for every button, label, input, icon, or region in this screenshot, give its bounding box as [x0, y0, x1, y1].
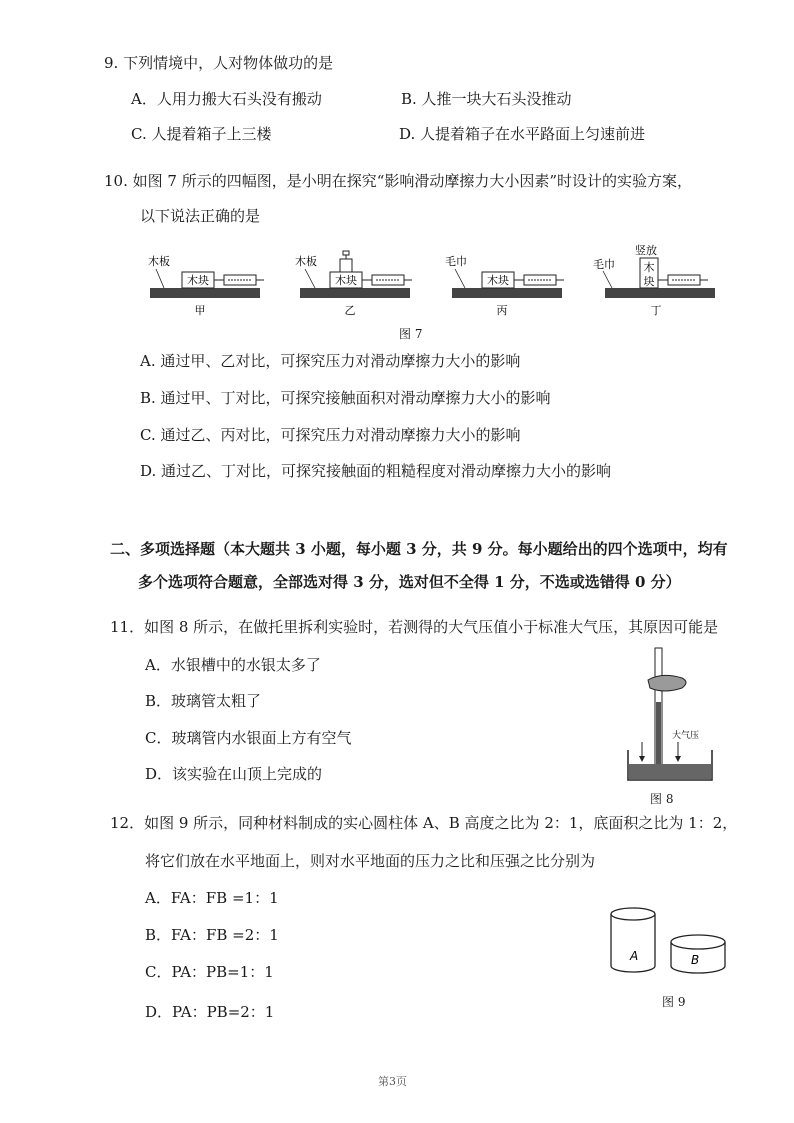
fig7-bing-towel-label: 毛巾 [445, 255, 467, 268]
fig7-setup-yi [295, 251, 412, 317]
fig7-name-yi: 乙 [344, 304, 356, 317]
q11-option-d: D．该实验在山顶上完成的 [145, 765, 323, 783]
section2-header-line2: 多个选项符合题意，全部选对得 3 分，选对但不全得 1 分，不选或选错得 0 分） [138, 573, 681, 591]
figure-8 [620, 642, 720, 784]
q12-stem-line1: 12．如图 9 所示，同种材料制成的实心圆柱体 A、B 高度之比为 2：1，底面积之比为 1：2， [110, 814, 738, 832]
q10-option-c: C. 通过乙、丙对比，可探究压力对滑动摩擦力大小的影响 [140, 426, 521, 444]
q10-stem-line1: 10. 如图 7 所示的四幅图，是小明在探究“影响滑动摩擦力大小因素”时设计的实验方案， [104, 172, 693, 190]
q10-option-a: A. 通过甲、乙对比，可探究压力对滑动摩擦力大小的影响 [140, 352, 521, 370]
section2-header-line1: 二、多项选择题（本大题共 3 小题，每小题 3 分，共 9 分。每小题给出的四个选项中，均有 [110, 540, 728, 558]
fig7-name-bing: 丙 [496, 304, 508, 317]
fig7-name-ding: 丁 [650, 304, 662, 317]
q12-option-d: D．PA：PB=2：1 [145, 1003, 275, 1021]
fig7-bing-block-label: 木块 [487, 274, 509, 287]
q9-stem: 9. 下列情境中，人对物体做功的是 [104, 54, 334, 72]
figure-7 [140, 240, 720, 320]
figure-9 [603, 900, 733, 982]
fig7-ding-towel-label: 毛巾 [593, 258, 615, 271]
q11-option-b: B．玻璃管太粗了 [145, 692, 262, 710]
q11-stem: 11．如图 8 所示，在做托里拆利实验时，若测得的大气压值小于标准大气压，其原因可能是 [110, 618, 719, 636]
fig8-caption: 图 8 [650, 792, 674, 806]
q11-option-a: A．水银槽中的水银太多了 [145, 656, 321, 674]
fig7-jia-board-label: 木板 [148, 255, 170, 268]
page-number: 第3页 [378, 1075, 407, 1088]
cylinder-a [611, 908, 655, 972]
fig7-setup-bing [445, 254, 564, 317]
q10-option-d: D. 通过乙、丁对比，可探究接触面的粗糙程度对滑动摩擦力大小的影响 [140, 462, 612, 480]
fig7-setup-ding [593, 243, 715, 317]
fig9-label-b: B [691, 953, 700, 967]
fig7-yi-block-label: 木块 [335, 274, 357, 287]
fig7-caption: 图 7 [399, 327, 423, 341]
q12-option-c: C．PA：PB=1：1 [145, 963, 274, 981]
cylinder-b [671, 935, 725, 973]
hand-icon [648, 675, 686, 691]
fig7-yi-board-label: 木板 [295, 255, 317, 268]
fig7-jia-block-label: 木块 [187, 274, 209, 287]
q10-stem-line2: 以下说法正确的是 [140, 207, 261, 225]
fig7-ding-block-char1: 木 [643, 261, 655, 274]
q9-option-c: C. 人提着箱子上三楼 [131, 125, 272, 143]
q12-stem-line2: 将它们放在水平地面上，则对水平地面的压力之比和压强之比分别为 [145, 852, 596, 870]
q9-option-b: B. 人推一块大石头没推动 [401, 90, 572, 108]
q9-option-d: D. 人提着箱子在水平路面上匀速前进 [399, 125, 646, 143]
q9-option-a: A．人用力搬大石头没有搬动 [131, 90, 322, 108]
fig7-setup-jia [148, 254, 264, 317]
fig9-caption: 图 9 [662, 995, 686, 1009]
fig7-ding-block-char2: 块 [643, 275, 655, 288]
fig7-ding-vertical-label: 竖放 [635, 244, 657, 257]
fig7-name-jia: 甲 [194, 304, 206, 317]
fig8-pressure-label: 大气压 [672, 731, 700, 741]
q12-option-b: B．FA：FB =2：1 [145, 926, 279, 944]
q12-option-a: A．FA：FB =1：1 [145, 889, 279, 907]
q11-option-c: C．玻璃管内水银面上方有空气 [145, 729, 352, 747]
q10-option-b: B. 通过甲、丁对比，可探究接触面积对滑动摩擦力大小的影响 [140, 389, 551, 407]
fig9-label-a: A [630, 949, 639, 963]
